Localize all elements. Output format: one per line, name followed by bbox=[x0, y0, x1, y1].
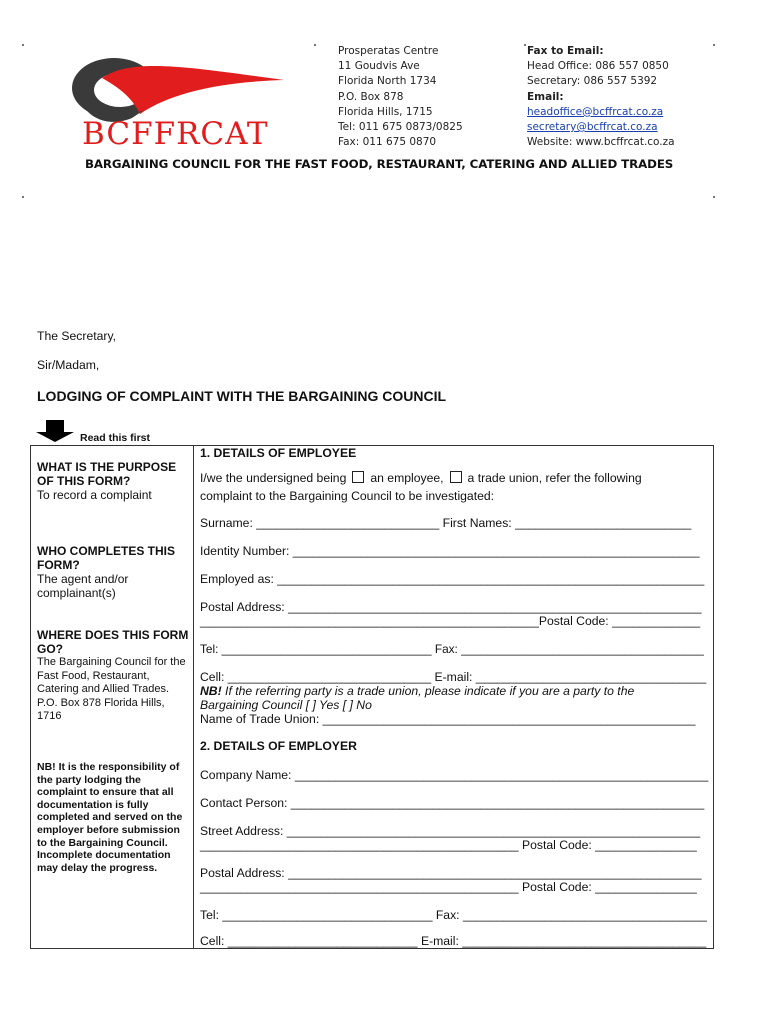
employer-heading: 2. DETAILS OF EMPLOYER bbox=[200, 739, 357, 753]
scan-dot bbox=[713, 44, 715, 46]
logo-text: BCFFRCAT bbox=[82, 116, 269, 152]
employee-heading: 1. DETAILS OF EMPLOYEE bbox=[200, 446, 357, 460]
nb-label: NB! bbox=[200, 684, 222, 698]
email-link-headoffice[interactable]: headoffice@bcffrcat.co.za bbox=[527, 105, 664, 118]
council-banner: BARGAINING COUNCIL FOR THE FAST FOOD, RESTAURANT, CATERING AND ALLIED TRADES bbox=[85, 157, 674, 171]
sidebar-who bbox=[37, 544, 189, 600]
address-line: Florida North 1734 bbox=[338, 75, 437, 88]
scan-dot bbox=[713, 196, 715, 198]
scan-dot bbox=[524, 44, 526, 46]
bargaining-council-yes-no[interactable]: Bargaining Council [ ] Yes [ ] No bbox=[200, 698, 372, 712]
employee-intro-2: complaint to the Bargaining Council to be investigated: bbox=[200, 489, 495, 503]
address-line: P.O. Box 878 bbox=[338, 90, 404, 103]
employer-cell-email-field[interactable]: Cell: ____________________________ E-mail: ____________________________________ bbox=[200, 934, 707, 948]
employer-tel-fax-field[interactable]: Tel: _______________________________ Fax: ____________________________________ bbox=[200, 908, 707, 922]
union-option-label: a trade union, refer the following bbox=[467, 471, 642, 485]
salutation-sir-madam: Sir/Madam, bbox=[37, 358, 100, 372]
cell-email-field[interactable]: Cell: ______________________________ E-mail: __________________________________ bbox=[200, 670, 707, 684]
trade-union-checkbox[interactable] bbox=[450, 471, 462, 483]
sidebar-nb bbox=[37, 761, 189, 874]
employee-intro bbox=[200, 471, 642, 485]
employer-postal-address-field[interactable]: Postal Address: _____________________________________________________________ bbox=[200, 866, 702, 880]
company-name-field[interactable]: Company Name: _____________________________________________________________ bbox=[200, 768, 709, 782]
street-address-field[interactable]: Street Address: _____________________________________________________________ bbox=[200, 824, 701, 838]
down-arrow-icon bbox=[36, 420, 74, 442]
purpose-answer: To record a complaint bbox=[37, 488, 152, 502]
address-line: Florida Hills, 1715 bbox=[338, 105, 433, 118]
contact-block bbox=[527, 44, 675, 150]
postal-code-field[interactable]: __________________________________________________Postal Code: _____________ bbox=[200, 614, 701, 628]
purpose-question: WHAT IS THE PURPOSE OF THIS FORM? bbox=[37, 460, 177, 488]
fax-to-email-label: Fax to Email: bbox=[527, 45, 604, 57]
website[interactable]: Website: www.bcffrcat.co.za bbox=[527, 136, 675, 149]
fax-secretary: Secretary: 086 557 5392 bbox=[527, 75, 658, 88]
address-line: Fax: 011 675 0870 bbox=[338, 136, 437, 149]
trade-union-name-field[interactable]: Name of Trade Union: _______________________________________________________ bbox=[200, 712, 696, 726]
form-column-divider bbox=[193, 445, 194, 949]
address-line: Tel: 011 675 0873/0825 bbox=[338, 121, 463, 134]
nb-text: If the referring party is a trade union, please indicate if you are a party to the bbox=[221, 684, 635, 698]
email-label: Email: bbox=[527, 90, 564, 103]
intro-text: I/we the undersigned being bbox=[200, 471, 347, 485]
nb-responsibility: NB! It is the responsibility of the party lodging the complaint to ensure that all documentation is fully completed and served on the employer before submission to the Bargaining Council. Incomplete documentation may delay the progress. bbox=[37, 761, 183, 874]
logo bbox=[62, 48, 302, 158]
scan-dot bbox=[22, 196, 24, 198]
who-question: WHO COMPLETES THIS FORM? bbox=[37, 544, 175, 572]
who-answer: The agent and/or complainant(s) bbox=[37, 572, 129, 600]
employee-checkbox[interactable] bbox=[352, 471, 364, 483]
salutation-secretary: The Secretary, bbox=[37, 329, 117, 343]
fax-head-office: Head Office: 086 557 0850 bbox=[527, 60, 669, 73]
where-address: P.O. Box 878 Florida Hills, 1716 bbox=[37, 696, 165, 722]
address-block bbox=[338, 44, 463, 150]
scan-dot bbox=[314, 44, 316, 46]
address-line: 11 Goudvis Ave bbox=[338, 60, 420, 73]
address-line: Prosperatas Centre bbox=[338, 45, 439, 57]
identity-number-field[interactable]: Identity Number: ____________________________________________________________ bbox=[200, 544, 700, 558]
contact-person-field[interactable]: Contact Person: _____________________________________________________________ bbox=[200, 796, 705, 810]
tel-fax-field[interactable]: Tel: ________________________________ Fax: _____________________________________ bbox=[200, 642, 704, 656]
street-postal-code-field[interactable]: _______________________________________________ Postal Code: _______________ bbox=[200, 838, 697, 852]
scan-dot bbox=[22, 44, 24, 46]
page-title: LODGING OF COMPLAINT WITH THE BARGAINING COUNCIL bbox=[37, 388, 447, 404]
employee-option-label: an employee, bbox=[370, 471, 444, 485]
email-link-secretary[interactable]: secretary@bcffrcat.co.za bbox=[527, 121, 658, 134]
sidebar-purpose bbox=[37, 460, 189, 502]
postal-address-field[interactable]: Postal Address: _____________________________________________________________ bbox=[200, 600, 702, 614]
employed-as-field[interactable]: Employed as: _______________________________________________________________ bbox=[200, 572, 705, 586]
where-answer: The Bargaining Council for the Fast Food, Restaurant, Catering and Allied Trades. bbox=[37, 656, 186, 695]
nb-union-note bbox=[200, 684, 634, 698]
surname-field[interactable]: Surname: ___________________________ First Names: __________________________ bbox=[200, 516, 692, 530]
sidebar-where bbox=[37, 628, 189, 724]
employer-postal-code-field[interactable]: _______________________________________________ Postal Code: _______________ bbox=[200, 880, 697, 894]
read-first-label: Read this first bbox=[80, 432, 151, 444]
where-question: WHERE DOES THIS FORM GO? bbox=[37, 628, 189, 656]
